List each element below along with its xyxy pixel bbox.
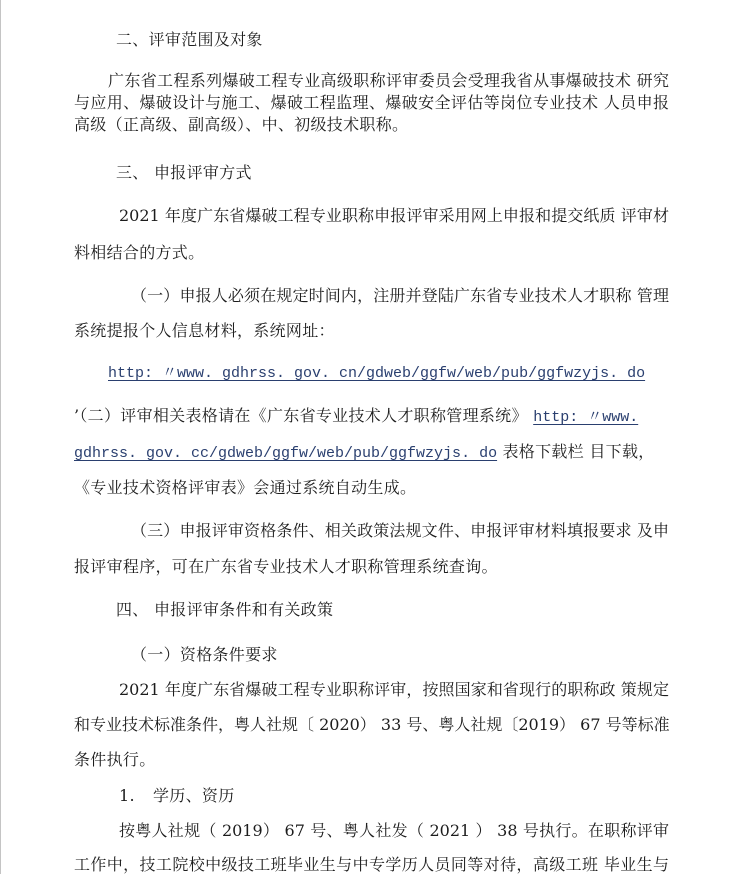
list-item-number: 1.: [119, 786, 135, 805]
system-url-link[interactable]: http: 〃www. gdhrss. gov. cn/gdweb/ggfw/web/pub/ggfwzyjs. do: [108, 365, 646, 382]
scope-paragraph-line: 广东省工程系列爆破工程专业高级职称评审委员会受理我省从事爆破技术 研究: [108, 71, 669, 90]
forms-url-link-part2[interactable]: gdhrss. gov. cc/gdweb/ggfw/web/pub/ggfwzyjs. do: [74, 445, 498, 462]
method-intro-line: 料相结合的方式。: [74, 243, 205, 262]
method-item1-line: 系统提报个人信息材料，系统网址：: [74, 321, 335, 340]
list-item-title: 学历、资历: [153, 786, 235, 805]
qualification-paragraph-line: 条件执行。: [74, 750, 156, 769]
list-item-heading-education: [119, 788, 235, 804]
method-item1-line: （一）申报人必须在规定时间内，注册并登陆广东省专业技术人才职称 管理: [131, 286, 669, 305]
section-heading-scope: 二、评审范围及对象: [116, 30, 263, 49]
scope-paragraph-line: 高级（正高级、副高级）、中、初级技术职称。: [74, 115, 409, 134]
method-intro-line: 2021 年度广东省爆破工程专业职称申报评审采用网上申报和提交纸质 评审材: [119, 206, 669, 225]
method-item3-line: （三）申报评审资格条件、相关政策法规文件、申报评审材料填报要求 及申: [131, 521, 669, 540]
qualification-paragraph-line: 2021 年度广东省爆破工程专业职称评审，按照国家和省现行的职称政 策规定: [119, 680, 669, 699]
section-heading-method: 三、 申报评审方式: [116, 163, 252, 182]
method-item2-line: [74, 444, 655, 460]
scope-paragraph-line: 与应用、爆破设计与施工、爆破工程监理、爆破安全评估等岗位专业技术 人员申报: [74, 93, 669, 112]
education-paragraph-line: 工作中，技工院校中级技工班毕业生与中专学历人员同等对待，高级工班 毕业生与: [74, 855, 669, 874]
forms-url-link-part1[interactable]: http: 〃www.: [533, 409, 639, 426]
method-item3-line: 报评审程序，可在广东省专业技术人才职称管理系统查询。: [74, 557, 498, 576]
section-heading-conditions: 四、 申报评审条件和有关政策: [116, 600, 334, 619]
method-item2-line: [74, 408, 638, 424]
subsection-heading-qualification: （一）资格条件要求: [131, 645, 278, 664]
item2-text-before: ’（二）评审相关表格请在《广东省专业技术人才职称管理系统》: [74, 406, 534, 425]
qualification-paragraph-line: 和专业技术标准条件，粤人社规〔 2020） 33 号、粤人社规〔2019） 67 号等标准: [74, 715, 670, 734]
method-item2-line: 《专业技术资格评审表》会通过系统自动生成。: [74, 478, 417, 497]
item2-text-after: 表格下载栏 目下载，: [497, 442, 655, 461]
education-paragraph-line: 按粤人社规（ 2019） 67 号、粤人社发（ 2021 ） 38 号执行。在职称评审: [119, 821, 669, 840]
